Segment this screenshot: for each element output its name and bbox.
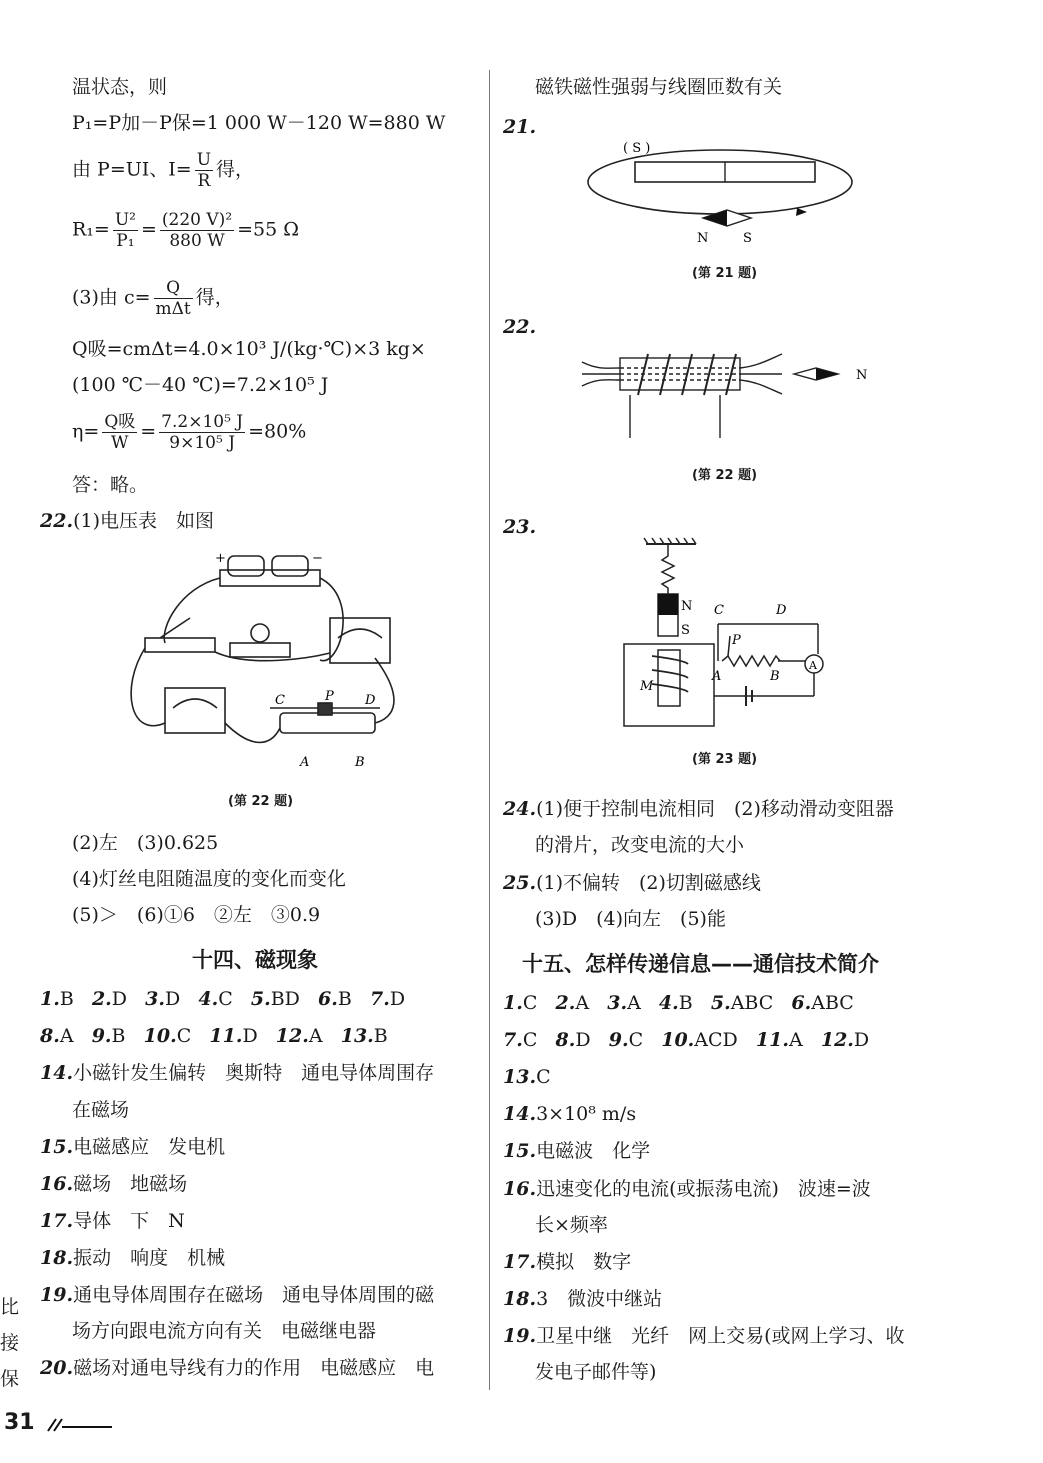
fraction — [154, 278, 193, 319]
answer-text: D — [242, 1025, 258, 1047]
spring — [662, 544, 674, 594]
numerator: U² — [114, 210, 136, 230]
answer-row — [503, 1027, 869, 1053]
fig-label: N — [697, 231, 709, 246]
fig-label: P — [325, 689, 334, 704]
arrow-head — [796, 208, 807, 216]
text-line: 磁铁磁性强弱与线圈匝数有关 — [535, 76, 783, 98]
figure-caption: (第 23 题) — [692, 752, 758, 767]
fraction — [195, 150, 213, 191]
battery-cell-2 — [272, 556, 308, 576]
answer-row — [40, 1355, 434, 1381]
answer-text: 卫星中继 光纤 网上交易(或网上学习、收 — [536, 1325, 905, 1347]
answer-number: 17. — [503, 1251, 537, 1273]
formula-text: 得， — [216, 158, 255, 181]
answer-number: 2. — [555, 992, 576, 1014]
answer-row — [40, 1060, 434, 1086]
fig-label: + — [215, 551, 226, 566]
fraction — [113, 210, 138, 251]
compass-needle-north — [703, 210, 727, 226]
answer-text: D — [164, 988, 181, 1010]
fig-label: C — [275, 693, 285, 708]
answer-number: 16. — [40, 1173, 74, 1195]
denominator: 9×10⁵ J — [169, 433, 236, 453]
answer-text: A — [59, 1025, 74, 1047]
answer-number: 7. — [503, 1029, 523, 1051]
answer-row — [503, 1176, 871, 1202]
text-line: P₁=P加－P保=1 000 W－120 W=880 W — [72, 112, 446, 134]
answer-text: 小磁针发生偏转 奥斯特 通电导体周围存 — [73, 1062, 435, 1084]
answer-row — [40, 1023, 388, 1049]
fraction — [102, 412, 137, 453]
answer-text: A — [575, 992, 590, 1014]
answer-text: 模拟 数字 — [536, 1251, 632, 1273]
answer-row — [40, 1245, 225, 1271]
denominator: R — [197, 171, 211, 191]
page-ornament-icon — [46, 1415, 116, 1435]
question-number: 22. — [40, 510, 74, 532]
answer-number: 13. — [503, 1066, 537, 1088]
answer-continuation: 的滑片，改变电流的大小 — [535, 834, 745, 856]
figure-23-circuit — [618, 536, 830, 731]
question-text: (1)电压表 如图 — [73, 510, 214, 532]
answer-row — [40, 1134, 225, 1160]
answer-text: D — [389, 988, 406, 1010]
figure-21-diagram — [585, 130, 860, 250]
answer-continuation: 长×频率 — [535, 1214, 608, 1236]
answer-text: C — [522, 1029, 538, 1051]
answer-row — [503, 990, 854, 1016]
text-line: Q吸=cmΔt=4.0×10³ J/(kg·℃)×3 kg× — [72, 338, 426, 360]
answer-text: 迅速变化的电流(或振荡电流) 波速=波 — [536, 1178, 871, 1200]
answer-number: 14. — [503, 1103, 537, 1125]
answer-number: 18. — [40, 1247, 74, 1269]
fraction — [160, 210, 234, 251]
answer-number: 3. — [607, 992, 628, 1014]
figure-22-circuit — [120, 548, 410, 778]
answer-row — [40, 1208, 185, 1234]
answer-text: A — [627, 992, 641, 1014]
answer-row — [503, 1286, 662, 1312]
answer-text: BD — [270, 988, 300, 1010]
answer-text: (1)不偏转 (2)切割磁感线 — [536, 872, 761, 894]
answer-text: 导体 下 N — [73, 1210, 185, 1232]
answer-number: 4. — [198, 988, 219, 1010]
answer-number: 15. — [503, 1140, 537, 1162]
answer-number: 9. — [91, 1025, 112, 1047]
answer-text: (1)便于控制电流相同 (2)移动滑动变阻器 — [536, 798, 894, 820]
fraction — [159, 412, 245, 453]
side-char: 接 — [0, 1332, 20, 1354]
answer-number: 25. — [503, 872, 537, 894]
answer-text: D — [853, 1029, 870, 1051]
answer-text: D — [111, 988, 128, 1010]
answer-text: B — [678, 992, 693, 1014]
ammeter — [165, 688, 225, 733]
denominator: P₁ — [116, 231, 135, 251]
answer-row — [503, 796, 894, 822]
numerator: 7.2×10⁵ J — [161, 412, 244, 432]
fig-label: C — [714, 603, 724, 618]
answer-number: 7. — [369, 988, 390, 1010]
figure-caption: (第 21 题) — [692, 266, 758, 281]
numerator: (220 V)² — [161, 210, 233, 230]
answer-number: 6. — [318, 988, 338, 1010]
rheostat-slider — [318, 703, 332, 715]
formula-text: R₁= — [72, 218, 110, 241]
answer-number: 14. — [40, 1062, 74, 1084]
rheostat-coil — [280, 713, 375, 733]
answer-number: 18. — [503, 1288, 537, 1310]
answer-text: 磁场 地磁场 — [73, 1173, 188, 1195]
circuit-loop-left — [624, 644, 714, 726]
wire — [131, 648, 165, 726]
field-lines-left — [582, 362, 620, 386]
fig-label: ( S ) — [623, 141, 651, 156]
lamp-bulb — [251, 624, 269, 642]
battery-box — [220, 570, 320, 586]
answer-number: 3. — [145, 988, 165, 1010]
answer-row — [40, 986, 405, 1012]
figure-caption: (第 22 题) — [228, 794, 294, 809]
question-number: 23. — [503, 516, 537, 538]
answer-row — [40, 1171, 187, 1197]
answer-number: 10. — [661, 1029, 695, 1051]
answer-row — [503, 1323, 904, 1349]
resistor — [722, 656, 780, 666]
text-line: (5)＞ (6)①6 ②左 ③0.9 — [72, 904, 321, 926]
fig-label: D — [776, 603, 787, 618]
answer-text: C — [536, 1066, 551, 1088]
fig-label: B — [355, 755, 365, 770]
formula-text: (3)由 c= — [72, 286, 151, 309]
fig-label: A — [300, 755, 310, 770]
side-char: 保 — [0, 1368, 20, 1390]
formula-text: 由 P=UI、I= — [72, 158, 192, 181]
answer-text: 通电导体周围存在磁场 通电导体周围的磁 — [73, 1284, 435, 1306]
answer-row — [503, 1101, 636, 1127]
meter-scale — [173, 699, 217, 708]
answer-number: 5. — [250, 988, 271, 1010]
answer-number: 19. — [40, 1284, 74, 1306]
formula-line — [72, 150, 254, 191]
answer-number: 12. — [820, 1029, 854, 1051]
text-line: 答：略。 — [72, 474, 149, 496]
numerator: Q — [154, 278, 193, 299]
field-lines-right — [740, 354, 782, 394]
fig-label: D — [365, 693, 376, 708]
answer-text: A — [788, 1029, 803, 1051]
answer-number: 19. — [503, 1325, 537, 1347]
answer-number: 6. — [791, 992, 812, 1014]
answer-number: 17. — [40, 1210, 74, 1232]
formula-text: =80% — [248, 420, 307, 443]
formula-line — [72, 278, 234, 319]
answer-text: ACD — [694, 1029, 738, 1051]
answer-text: 3×10⁸ m/s — [536, 1103, 637, 1125]
formula-line: η= $\frac{\text{Q吸}}{W}$ = $\frac{\text{7.2×10⁵ J}}{\text{9×10⁵ J}}$ =80% — [72, 412, 307, 453]
battery-cell-1 — [228, 556, 264, 576]
question-number: 21. — [503, 116, 537, 138]
formula-text: =55 Ω — [237, 218, 300, 241]
slider-p — [728, 636, 730, 656]
answer-text: C — [628, 1029, 644, 1051]
fig-label: P — [732, 633, 741, 648]
answer-text: C — [176, 1025, 192, 1047]
answer-number: 2. — [91, 988, 112, 1010]
answer-row — [503, 870, 761, 896]
section-title: 十四、磁现象 — [192, 948, 318, 972]
page-number — [4, 1410, 35, 1435]
answer-row — [40, 1282, 434, 1308]
answer-number: 24. — [503, 798, 537, 820]
formula-line: R₁= $\frac{\text{U²}}{\text{P₁}}$ = $\frac{\text{(220 V)²}}{880 W}$ =55 Ω — [72, 210, 300, 251]
answer-text: C — [522, 992, 538, 1014]
answer-text: 电磁感应 发电机 — [73, 1136, 226, 1158]
fig-label: A — [712, 669, 722, 684]
answer-number: 20. — [40, 1357, 74, 1379]
lamp-base — [230, 643, 290, 657]
text-line: (4)灯丝电阻随温度的变化而变化 — [72, 868, 346, 890]
answer-number: 1. — [503, 992, 523, 1014]
figure-caption: (第 22 题) — [692, 468, 758, 483]
answer-text: B — [111, 1025, 126, 1047]
answer-text: 电磁波 化学 — [536, 1140, 651, 1162]
answer-text: A — [308, 1025, 323, 1047]
answer-text: 磁场对通电导线有力的作用 电磁感应 电 — [73, 1357, 435, 1379]
denominator: 880 W — [169, 231, 225, 251]
fig-label: M — [640, 679, 654, 694]
meter-scale — [338, 629, 382, 638]
column-divider — [489, 70, 490, 1390]
answer-text: ABC — [730, 992, 774, 1014]
wire — [164, 578, 220, 643]
answer-continuation: (3)D (4)向左 (5)能 — [535, 908, 726, 930]
answer-row — [503, 1064, 551, 1090]
wire — [320, 578, 343, 661]
side-char: 比 — [0, 1296, 20, 1318]
answer-text: 振动 响度 机械 — [73, 1247, 226, 1269]
answer-text: ABC — [811, 992, 854, 1014]
text-line: 温状态，则 — [72, 76, 168, 98]
wire — [225, 723, 280, 742]
text-line: (100 ℃－40 ℃)=7.2×10⁵ J — [72, 374, 329, 396]
denominator: W — [111, 433, 129, 453]
answer-text: 3 微波中继站 — [536, 1288, 663, 1310]
fig-label: B — [770, 669, 780, 684]
answer-text: B — [373, 1025, 388, 1047]
answer-number: 9. — [608, 1029, 629, 1051]
switch-base — [145, 638, 215, 652]
fig-label: S — [681, 623, 690, 638]
answer-number: 8. — [555, 1029, 576, 1051]
answer-number: 11. — [209, 1025, 243, 1047]
numerator: U — [196, 150, 212, 170]
answer-text: B — [59, 988, 74, 1010]
fig-label: − — [312, 551, 323, 566]
numerator: Q吸 — [104, 412, 136, 432]
answer-number: 16. — [503, 1178, 537, 1200]
answer-number: 15. — [40, 1136, 74, 1158]
question-line — [40, 508, 214, 534]
page-number-text: 31 — [4, 1410, 35, 1435]
formula-text: 得， — [195, 286, 234, 309]
denominator: mΔt — [155, 299, 191, 319]
fig-label: N — [681, 599, 693, 614]
answer-number: 4. — [658, 992, 679, 1014]
answer-number: 1. — [40, 988, 60, 1010]
answer-number: 11. — [755, 1029, 789, 1051]
answer-row — [503, 1249, 631, 1275]
answer-number: 5. — [710, 992, 731, 1014]
answer-text: C — [218, 988, 233, 1010]
answer-number: 13. — [340, 1025, 374, 1047]
answer-continuation: 在磁场 — [72, 1099, 130, 1121]
answer-continuation: 发电子邮件等) — [535, 1361, 657, 1383]
answer-text: D — [575, 1029, 591, 1051]
answer-number: 8. — [40, 1025, 60, 1047]
fig-label: N — [856, 368, 868, 383]
figure-22-solenoid — [578, 340, 878, 445]
text-line: (2)左 (3)0.625 — [72, 832, 219, 854]
voltmeter — [330, 618, 390, 663]
question-number: 22. — [503, 316, 537, 338]
answer-row — [503, 1138, 650, 1164]
wire — [375, 658, 394, 723]
section-title: 十五、怎样传递信息——通信技术简介 — [522, 952, 879, 976]
switch-lever — [160, 618, 190, 638]
fig-label: A — [809, 659, 817, 672]
answer-text: B — [337, 988, 352, 1010]
answer-number: 10. — [143, 1025, 177, 1047]
fig-label: S — [743, 231, 752, 246]
answer-number: 12. — [275, 1025, 309, 1047]
answer-continuation: 场方向跟电流方向有关 电磁继电器 — [72, 1320, 377, 1342]
formula-text: η= — [72, 420, 100, 443]
